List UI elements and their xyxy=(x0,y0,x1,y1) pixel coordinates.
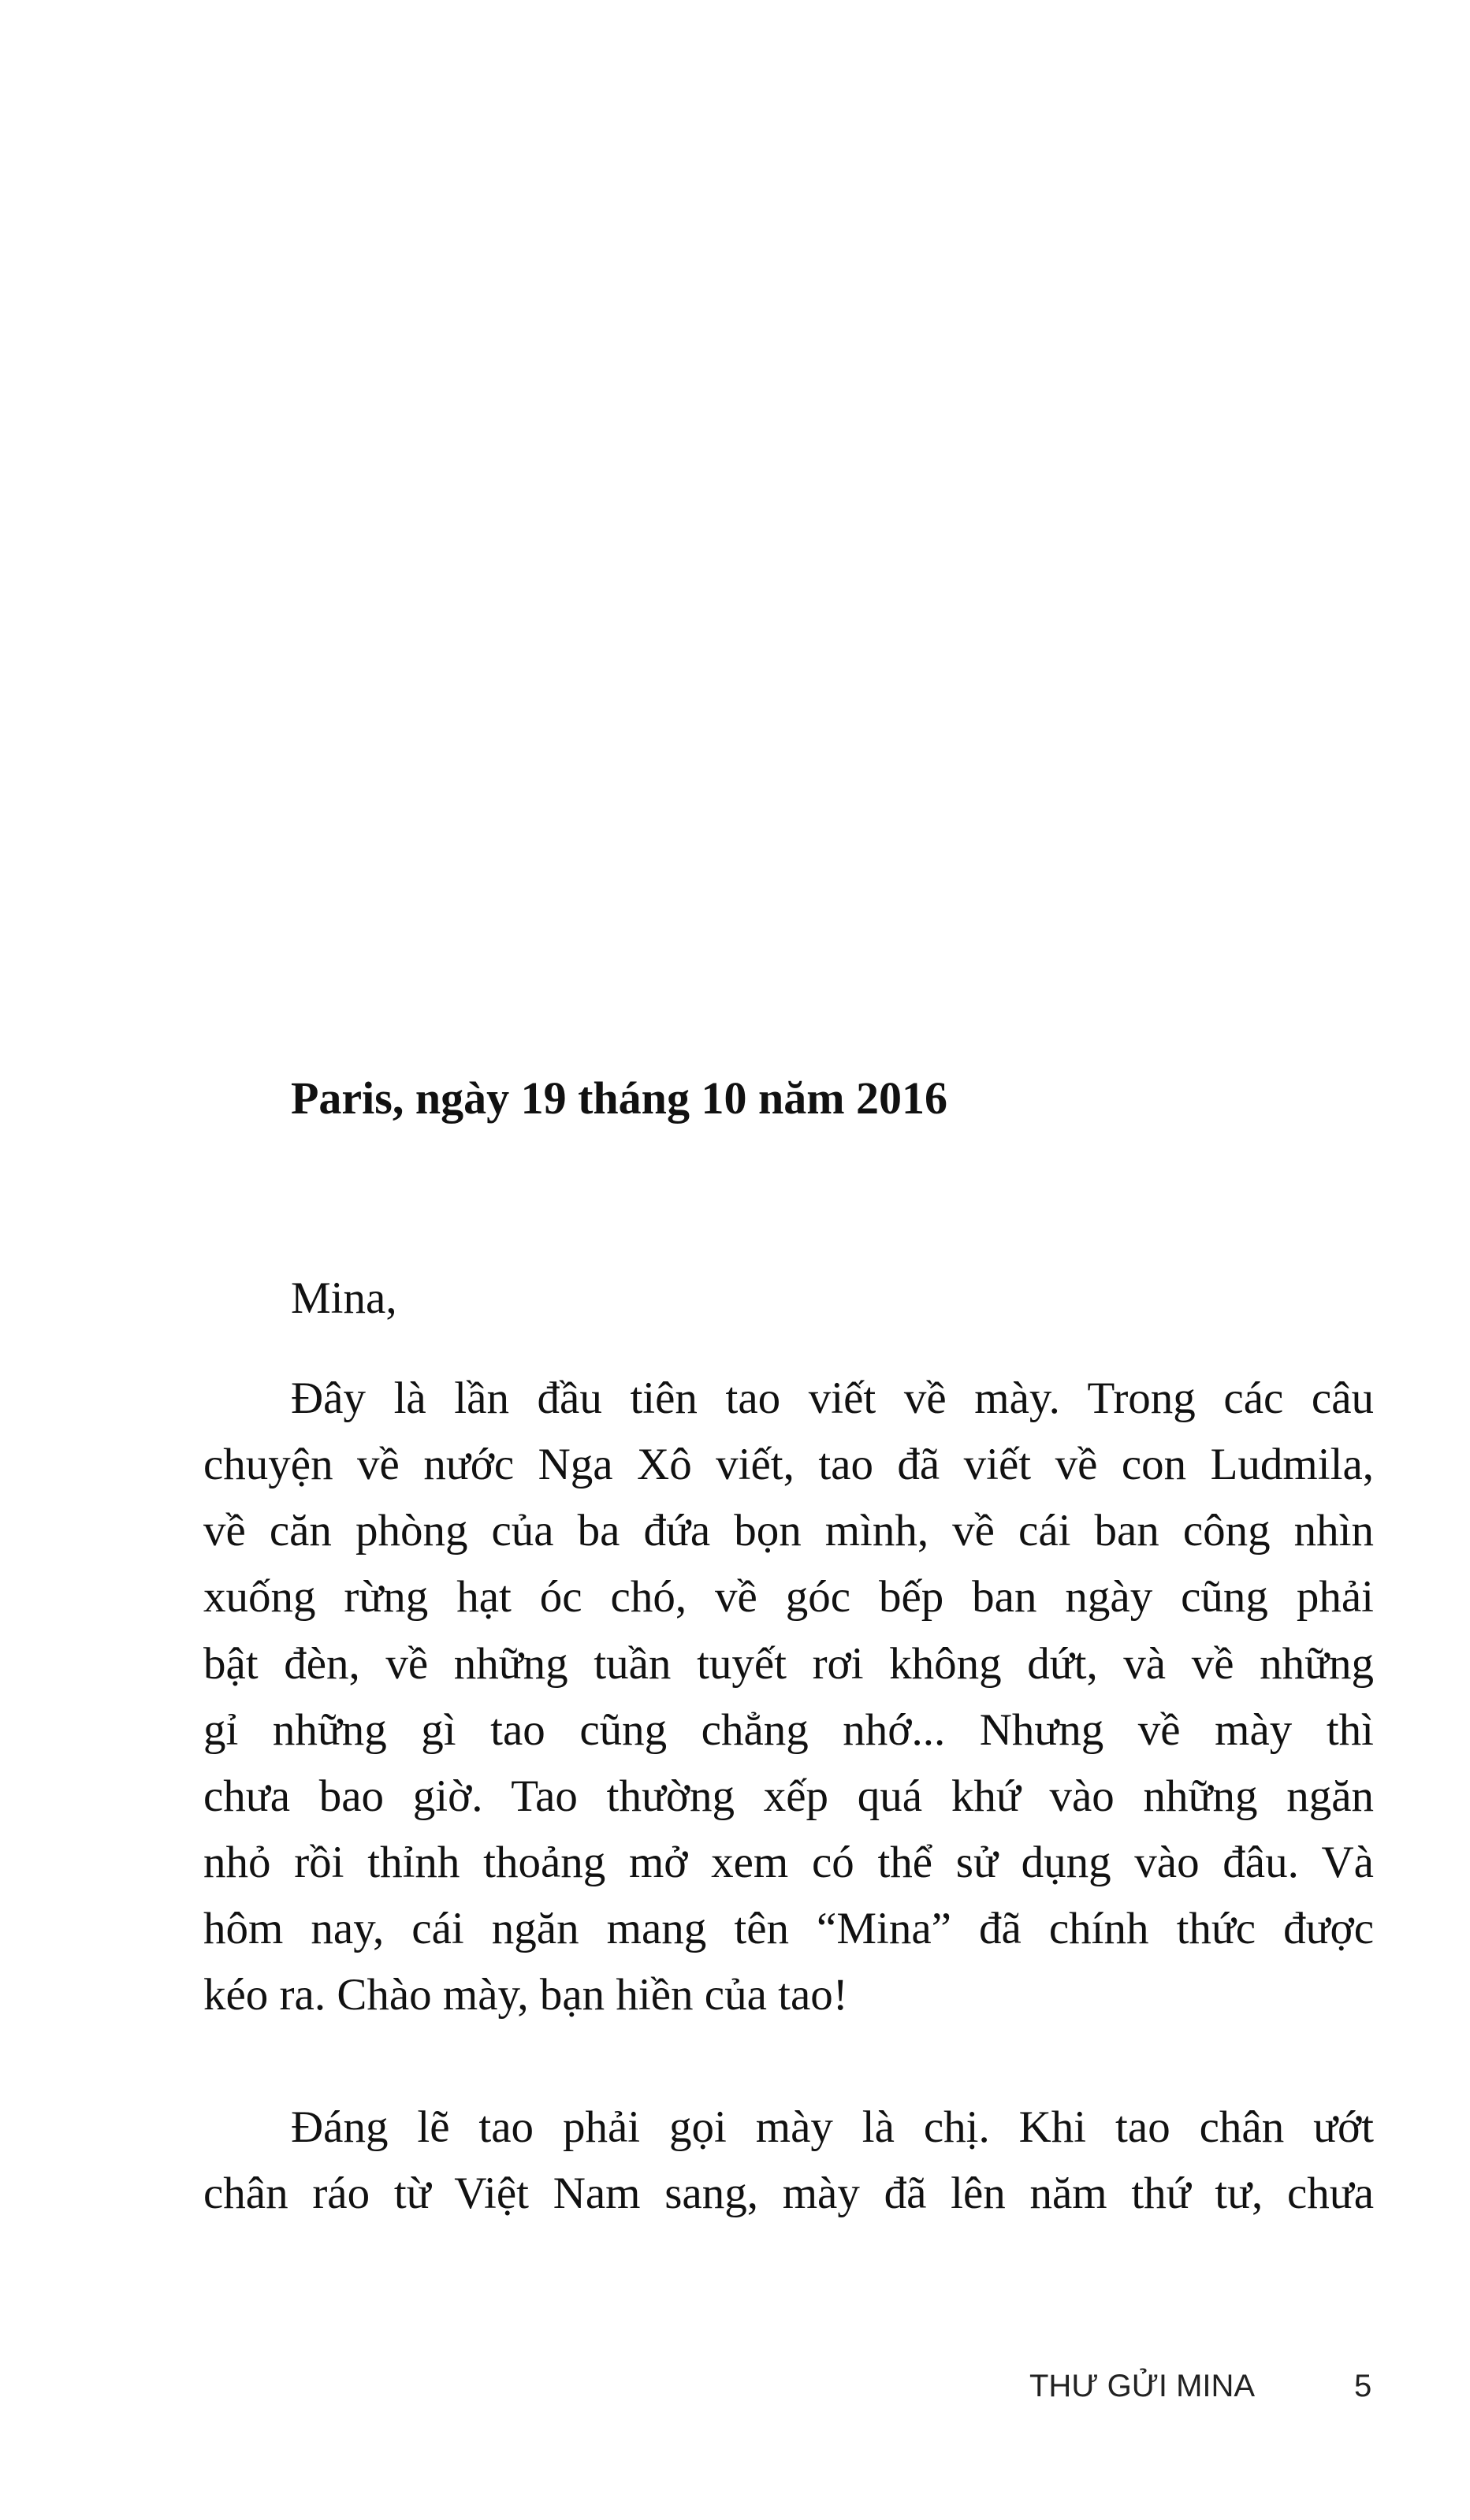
text-line: nhỏ rồi thỉnh thoảng mở xem có thể sử dụng vào đâu. Và xyxy=(203,1838,1374,1887)
salutation: Mina, xyxy=(291,1273,397,1323)
letter-date-heading: Paris, ngày 19 tháng 10 năm 2016 xyxy=(291,1072,948,1124)
text-line: chân ráo từ Việt Nam sang, mày đã lên năm thứ tư, chưa xyxy=(203,2169,1374,2218)
text-line: kéo ra. Chào mày, bạn hiền của tao! xyxy=(203,1970,848,2020)
text-line: chưa bao giờ. Tao thường xếp quá khứ vào những ngăn xyxy=(203,1771,1374,1821)
text-line: Đáng lẽ tao phải gọi mày là chị. Khi tao chân ướt xyxy=(291,2102,1374,2152)
text-line: hôm nay, cái ngăn mang tên “Mina” đã chính thức được xyxy=(203,1904,1374,1953)
text-line: Đây là lần đầu tiên tao viết về mày. Trong các câu xyxy=(291,1373,1374,1423)
text-line: về căn phòng của ba đứa bọn mình, về cái ban công nhìn xyxy=(203,1506,1374,1555)
text-line: gỉ những gì tao cũng chẳng nhớ... Nhưng về mày thì xyxy=(203,1705,1374,1755)
page-number: 5 xyxy=(1354,2369,1372,2403)
text-line: xuống rừng hạt óc chó, về góc bếp ban ngày cũng phải xyxy=(203,1572,1374,1622)
text-line: chuyện về nước Nga Xô viết, tao đã viết về con Ludmila, xyxy=(203,1440,1374,1489)
text-line: bật đèn, về những tuần tuyết rơi không dứt, và về những xyxy=(203,1639,1374,1689)
running-footer-title: THƯ GỬI MINA xyxy=(1029,2369,1256,2403)
